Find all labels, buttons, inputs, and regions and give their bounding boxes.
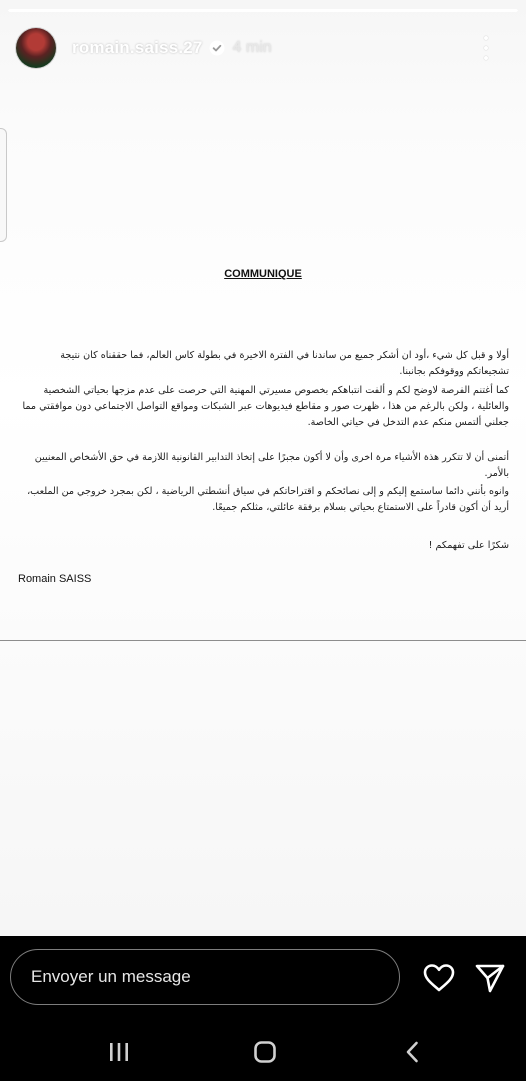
message-input[interactable] (10, 949, 400, 1005)
story-progress-fill (8, 9, 518, 12)
system-nav-bar (0, 1021, 526, 1081)
more-vertical-icon (484, 36, 488, 40)
signature: Romain SAISS (18, 573, 92, 585)
communique-document (0, 128, 526, 640)
message-placeholder: Envoyer un message (31, 967, 191, 986)
paragraph-privacy: كما أغتنم الفرصة لاوضح لكم و ألفت انتباهكم بخصوص مسيرتي المهنية التي حرصت على عدم مزجها بحياتي الشخصية والعائلية ، ولكن بالرغم من هذا ، ظهرت صور و مقاطع فيديوهات عبر الشبكات ومواقع التواصل الاجتماعي دون موافقتي مما جعلني ألتمس منكم عدم التدخل في حياتي الخاصة. (22, 385, 509, 429)
back-icon[interactable] (400, 1039, 426, 1065)
document-bottom-rule (0, 640, 526, 641)
reply-bar (0, 936, 526, 1021)
story-header (16, 28, 514, 68)
paragraph-closing: شكرًا على تفهمكم ! (428, 540, 509, 551)
username[interactable]: romain.saiss.27 (72, 38, 203, 57)
send-icon[interactable] (474, 962, 506, 994)
verified-badge-icon (209, 40, 225, 56)
recent-apps-icon[interactable] (106, 1039, 132, 1065)
paragraph-thanks: أولا و قبل كل شيء ،أود ان أشكر جميع من ساندنا في الفترة الاخيرة في بطولة كاس العالم، فما حققناه كان نتيجة تشجيعاتكم ووقوفكم بجانبنا. (60, 350, 509, 378)
home-icon[interactable] (252, 1039, 278, 1065)
story-time: 4 min (232, 39, 272, 56)
heart-icon[interactable] (422, 962, 456, 994)
avatar[interactable] (16, 28, 56, 68)
paragraph-listening: وانوه بأنني دائما ساستمع إليكم و إلى نصائحكم و اقتراحاتكم في سياق أنشطتي الرياضية ، لكن بمجرد خروجي من الملعب، أريد أن أكون قادراً على الاستمتاع بحياتي بسلام برفقة عائلتي، مثلكم جميعًا. (27, 486, 509, 514)
paragraph-legal: أتمنى أن لا تتكرر هذة الأشياء مرة اخرى وأن لا أكون مجبرًا على إتخاذ التدابير القانونية اللازمة في حق الأشخاص المعنيين بالأمر. (34, 452, 509, 480)
more-options-button[interactable] (476, 36, 496, 60)
story-progress-bar (8, 9, 518, 12)
document-title: COMMUNIQUE (224, 268, 302, 280)
